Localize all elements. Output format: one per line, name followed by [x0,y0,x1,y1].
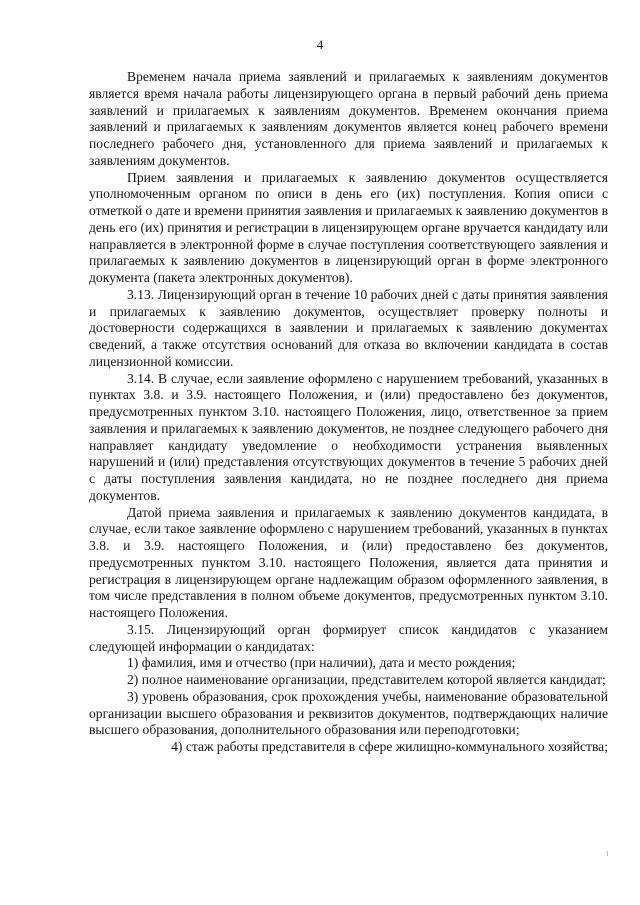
paragraph-3-15: 3.15. Лицензирующий орган формирует список кандидатов с указанием следующей информации о кандидатах: [89,621,608,654]
list-item-1: 1) фамилия, имя и отчество (при наличии), дата и место рождения; [127,655,516,671]
page-number: 4 [316,37,324,52]
paragraph-3-13: 3.13. Лицензирующий орган в течение 10 рабочих дней с даты принятия заявления и прилагаемых к заявлению документов, осуществляет проверку полноты и достоверности содержащихся в заявлении и прилагаемых к заявлению документах сведений, а также отсутствия оснований для отказа во включении кандидата в состав лицензионной комиссии. [89,286,608,369]
paragraph-3-14: 3.14. В случае, если заявление оформлено с нарушением требований, указанных в пунктах 3.8. и 3.9. настоящего Положения, и (или) предоставлено без документов, предусмотренных пунктом 3.10. настоящего Положения, лицо, ответственное за прием заявления и прилагаемых к заявлению документов, не позднее следующего рабочего дня направляет кандидату уведомление о необходимости устранения выявленных нарушений и (или) представления отсутствующих документов в течение 5 рабочих дней с даты поступления заявления кандидата, но не позднее последнего дня приема документов. [89,370,608,503]
paragraph-acceptance-date: Датой приема заявления и прилагаемых к заявлению документов кандидата, в случае, если такое заявление оформлено с нарушением требований, указанных в пунктах 3.8. и 3.9. настоящего Положения, и (или) предоставлено без документов, предусмотренных пунктом 3.10. настоящего Положения, является дата принятия и регистрация в лицензирующем органе надлежащим образом оформленного заявления, в том числе представления в полном объеме документов, предусмотренных пунктом 3.10. настоящего Положения. [89,504,608,620]
list-item-3: 3) уровень образования, срок прохождения учебы, наименование образовательной организации высшего образования и реквизитов документов, подтверждающих наличие высшего образования, дополнительного образования или переподготовки; [89,688,608,738]
list-item-2: 2) полное наименование организации, представителем которой является кандидат; [127,672,606,687]
paragraph-application-acceptance: Прием заявления и прилагаемых к заявлению документов осуществляется уполномоченным органом по описи в день его (их) поступления. Копия описи с отметкой о дате и времени принятия заявления и прилагаемых к заявлению документов в день его (их) принятия и регистрации в лицензирующем органе вручается кандидату или направляется в электронной форме в случае поступления соответствующего заявления и прилагаемых к заявлению документов в лицензирующий орган в форме электронного документа (пакета электронных документов). [89,169,608,285]
document-body [89,69,608,756]
paragraph-application-start-time: Временем начала приема заявлений и прилагаемых к заявлениям документов является время начала работы лицензирующего органа в первый рабочий день приема заявлений и прилагаемых к заявлениям документов. Временем окончания приема заявлений и прилагаемых к заявлениям документов является конец рабочего времени последнего рабочего дня, установленного для приема заявлений и прилагаемых к заявлениям документов. [89,69,608,168]
scan-edge-mark [607,851,608,856]
list-item-4: 4) стаж работы представителя в сфере жилищно-коммунального хозяйства; [171,739,608,754]
